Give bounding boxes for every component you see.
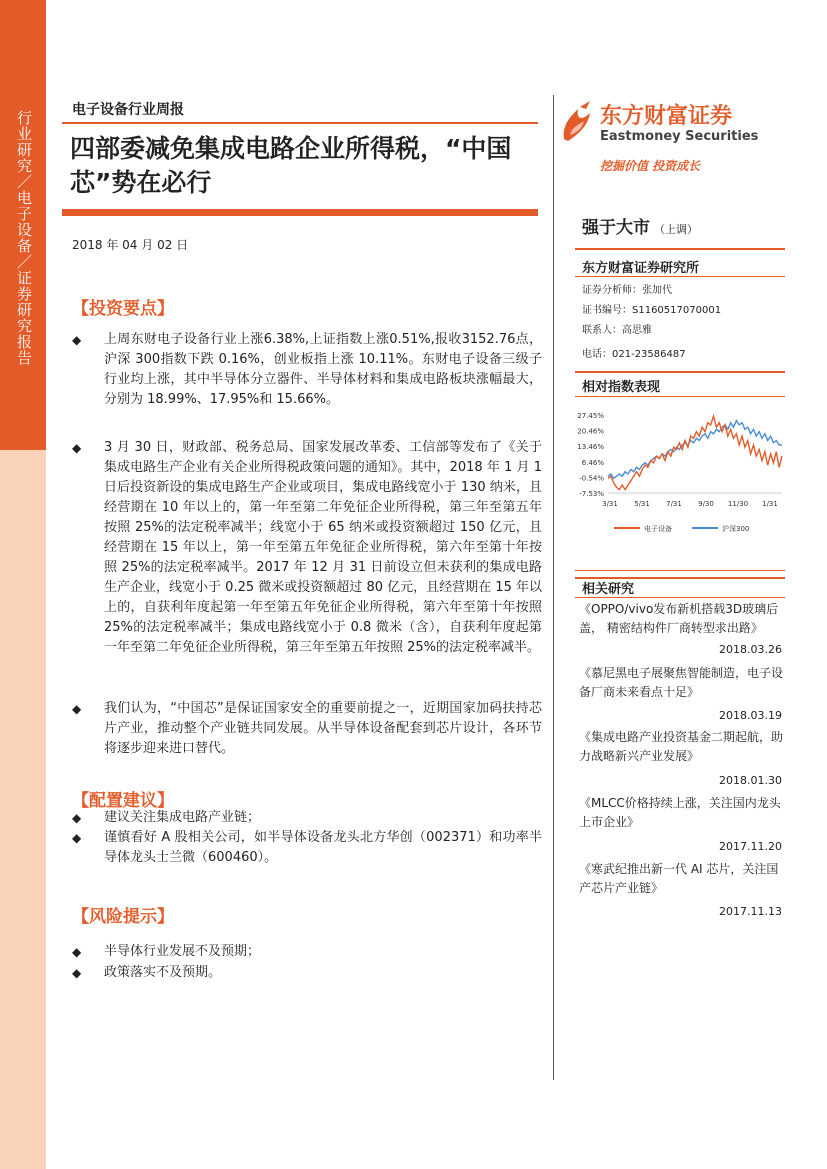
related-item-date: 2017.11.20 <box>719 840 782 853</box>
institute-name: 东方财富证券研究所 <box>582 261 700 276</box>
chart-top-rule <box>575 371 785 373</box>
y-tick-label: 27.45% <box>577 412 604 420</box>
investment-bullet <box>72 438 542 658</box>
bullet-text: 上周东财电子设备行业上涨6.38%,上证指数上涨0.51%,报收3152.76点，沪深 300指数下跌 0.16%，创业板指上涨 10.11%。东财电子设备三级子行业均上涨，其中半导体分立器件、半导体材料和集成电路板块涨幅最大，分别为 18.99%、17.95%和 15.66%。 <box>104 332 542 407</box>
allocation-bullet <box>72 828 542 868</box>
contact-name: 联系人：高思雅 <box>582 325 652 336</box>
brand-slogan: 挖掘价值 投资成长 <box>600 159 701 173</box>
bullet-text: 建议关注集成电路产业链； <box>104 810 261 825</box>
relative-index-chart <box>572 405 787 545</box>
rating-label: 强于大市 <box>582 218 650 238</box>
x-tick-label: 5/31 <box>634 500 650 508</box>
bullet-icon: ◆ <box>72 831 82 845</box>
x-tick-label: 9/30 <box>698 500 714 508</box>
related-item-date: 2017.11.13 <box>719 905 782 918</box>
bullet-icon: ◆ <box>72 441 82 455</box>
page-title: 四部委减免集成电路企业所得税，“中国芯”势在必行 <box>70 134 512 197</box>
report-date: 2018 年 04 月 02 日 <box>72 238 189 252</box>
y-tick-label: 6.46% <box>581 458 604 467</box>
investment-bullet <box>72 330 542 410</box>
title-rule <box>62 209 538 216</box>
brand-name-cn: 东方财富证券 <box>600 104 733 129</box>
bullet-icon: ◆ <box>72 811 82 825</box>
y-tick-label: -7.53% <box>579 490 604 498</box>
section-title-allocation: 【配置建议】 <box>72 791 174 811</box>
x-tick-label: 3/31 <box>602 500 618 508</box>
bullet-icon: ◆ <box>72 333 82 347</box>
related-item-title[interactable]: 《慕尼黑电子展聚焦智能制造，电子设备厂商未来看点十足》 <box>579 666 784 699</box>
rating-rule <box>575 248 785 250</box>
risk-bullet <box>72 942 542 962</box>
chart-heading: 相对指数表现 <box>582 380 661 395</box>
allocation-bullet <box>72 808 542 828</box>
related-item-date: 2018.03.26 <box>719 643 782 656</box>
related-heading: 相关研究 <box>582 582 635 597</box>
legend-label: 电子设备 <box>644 525 672 533</box>
related-item-date: 2018.01.30 <box>719 774 782 787</box>
section-title-investment: 【投资要点】 <box>72 299 174 319</box>
bullet-text: 我们认为，“中国芯”是保证国家安全的重要前提之一，近期国家加码扶持芯片产业，推动整个产业链共同发展。从半导体设备配套到芯片设计，各环节将逐步迎来进口替代。 <box>104 701 542 756</box>
contact-phone: 电话：021-23586487 <box>582 349 686 360</box>
related-item-title[interactable]: 《寒武纪推出新一代 AI 芯片，关注国产芯片产业链》 <box>579 862 779 895</box>
y-tick-label: 20.46% <box>577 427 604 436</box>
related-item-title[interactable]: 《MLCC价格持续上涨，关注国内龙头上市企业》 <box>579 796 781 829</box>
risk-bullet <box>72 963 542 983</box>
related-item-title[interactable]: 《OPPO/vivo发布新机搭载3D玻璃后盖， 精密结构件厂商转型求出路》 <box>579 602 779 635</box>
institute-rule <box>575 276 785 277</box>
brand-name-en: Eastmoney Securities <box>600 129 759 144</box>
sidebar-band-bottom <box>0 450 46 1169</box>
rating <box>582 213 698 238</box>
header-rule <box>62 122 538 124</box>
related-item-title[interactable]: 《集成电路产业投资基金二期起航，助力战略新兴产业发展》 <box>579 730 784 763</box>
series-line <box>608 421 782 479</box>
analyst-name: 证券分析师：张加代 <box>582 285 672 296</box>
related-item-date: 2018.03.19 <box>719 709 782 722</box>
bullet-text: 政策落实不及预期。 <box>104 965 222 980</box>
bullet-icon: ◆ <box>72 945 82 959</box>
y-tick-label: 13.46% <box>577 443 604 452</box>
x-tick-label: 7/31 <box>666 500 682 508</box>
section-title-risk: 【风险提示】 <box>72 907 174 927</box>
x-tick-label: 11/30 <box>727 500 749 508</box>
column-divider <box>553 95 554 1080</box>
y-tick-label: -0.54% <box>579 474 604 483</box>
series-line <box>608 416 782 490</box>
report-type: 电子设备行业周报 <box>72 102 184 118</box>
analyst-cert: 证书编号：S1160517070001 <box>582 305 722 316</box>
chart-bottom-rule <box>575 570 785 571</box>
rating-change: （上调） <box>654 223 698 236</box>
bullet-icon: ◆ <box>72 702 82 716</box>
x-tick-label: 1/31 <box>762 500 778 508</box>
bullet-text: 谨慎看好 A 股相关公司，如半导体设备龙头北方华创（002371）和功率半导体龙头士兰微（600460）。 <box>104 830 542 865</box>
legend-label: 沪深300 <box>722 525 750 533</box>
bullet-icon: ◆ <box>72 966 82 980</box>
investment-bullet <box>72 699 542 759</box>
sidebar-category-text: 行业研究／电子设备／证券研究报告 <box>15 110 33 366</box>
chart-heading-rule <box>575 396 785 397</box>
brand-flame-icon <box>560 99 596 143</box>
bullet-text: 半导体行业发展不及预期； <box>104 944 261 959</box>
bullet-text: 3 月 30 日，财政部、税务总局、国家发展改革委、工信部等发布了《关于集成电路生产企业有关企业所得税政策问题的通知》。其中，2018 年 1 月 1 日后投资新设的集成电路生产企业或项目，集成电路线宽小于 130 纳米，且经营期在 10 年以上的，第一年至第二年免征企业所得税，第三年至第五年按照 25%的法定税率减半；线宽小于 65 纳米或投资额超过 150 亿元，且经营期在 15 年以上，第一年至第五年免征企业所得税，第六年至第十年按照 25%的法定税率减半。2017 年 12 月 31 日前设立但未获利的集成电路生产企业，线宽小于 0.25 微米或投资额超过 80 亿元，且经营期在 15 年以上的，自获利年度起第一年至第五年免征企业所得税，第六年至第十年按照 25%的法定税率减半；集成电路线宽小于 0.8 微米（含），自获利年度起第一年至第二年免征企业所得税，第三年至第五年按照 25%的法定税率减半。 <box>104 440 542 655</box>
related-heading-rule <box>575 597 785 598</box>
